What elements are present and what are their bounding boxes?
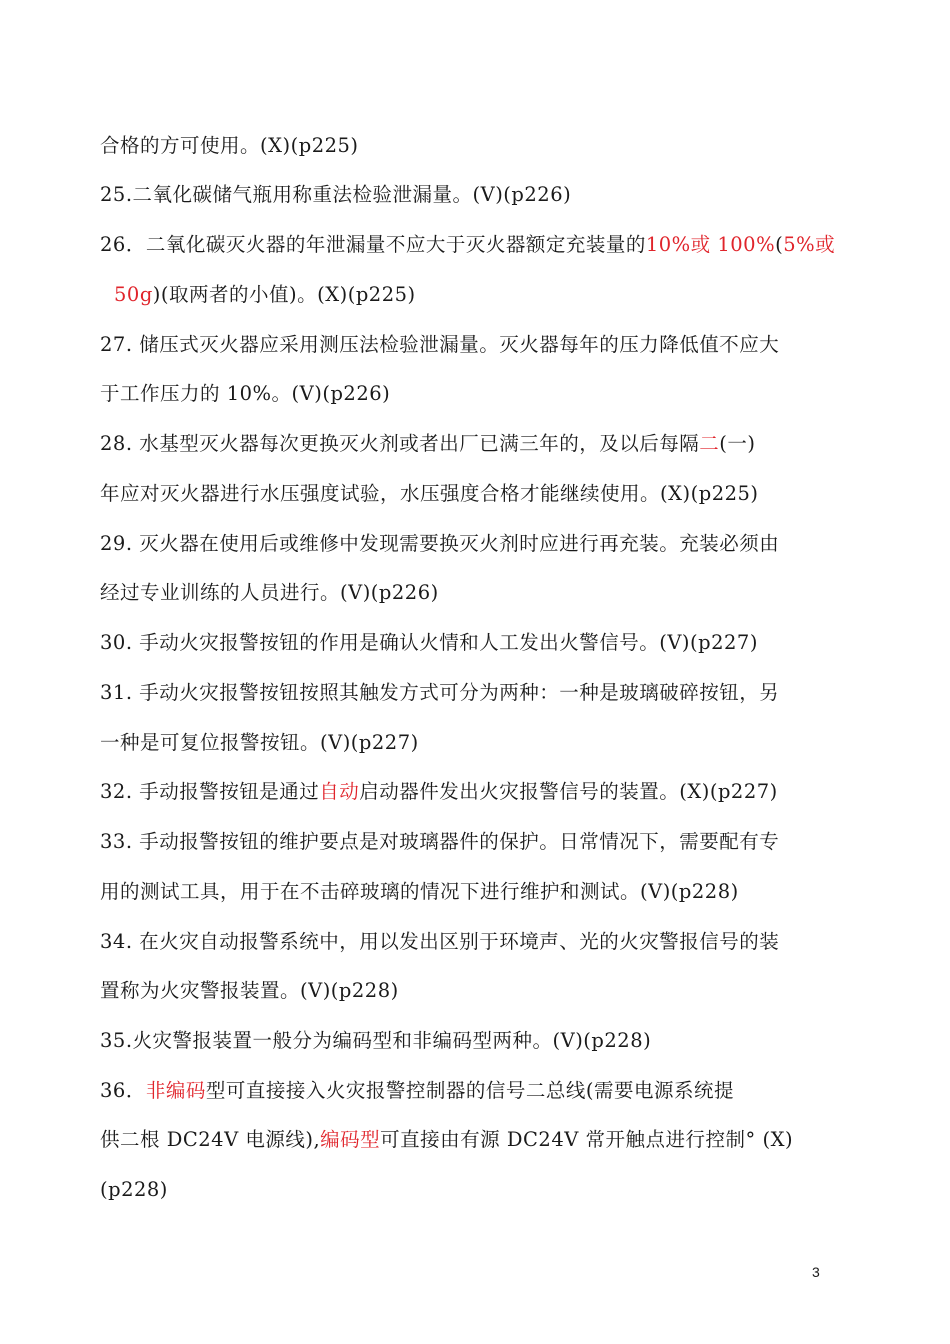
text-line [100, 232, 870, 258]
highlighted-text: 自动 [319, 780, 360, 803]
text-line [100, 531, 870, 557]
text-line [100, 332, 870, 358]
text-line [100, 1028, 870, 1054]
text-segment: 年应对灭火器进行水压强度试验，水压强度合格才能继续使用。(X)(p225) [100, 482, 759, 505]
text-segment: 28. 水基型灭火器每次更换灭火剂或者出厂已满三年的，及以后每隔 [100, 432, 700, 455]
text-line [100, 630, 870, 656]
highlighted-text: 50g [114, 283, 153, 306]
text-line [100, 779, 870, 805]
text-segment: 26．二氧化碳灭火器的年泄漏量不应大于灭火器额定充装量的 [100, 233, 646, 256]
page-number: 3 [812, 1264, 820, 1280]
text-segment: (一) [719, 432, 756, 455]
text-segment: 经过专业训练的人员进行。(V)(p226) [100, 581, 439, 604]
text-segment: 型可直接接入火灾报警控制器的信号二总线(需要电源系统提 [205, 1079, 734, 1102]
highlighted-text: 二 [699, 432, 720, 455]
text-segment: 一种是可复位报警按钮。(V)(p227) [100, 731, 419, 754]
text-line [100, 381, 870, 407]
highlighted-text: 10%或 100% [645, 233, 776, 256]
text-line [100, 829, 870, 855]
text-line [100, 1078, 870, 1104]
text-segment: 25.二氧化碳储气瓶用称重法检验泄漏量。(V)(p226) [100, 183, 572, 206]
text-segment: 29. 灭火器在使用后或维修中发现需要换灭火剂时应进行再充装。充装必须由 [100, 532, 780, 555]
text-line [114, 282, 870, 308]
text-segment: 合格的方可使用。(X)(p225) [100, 134, 359, 157]
text-segment: 33. 手动报警按钮的维护要点是对玻璃器件的保护。日常情况下，需要配有专 [100, 830, 780, 853]
text-segment: 置称为火灾警报装置。(V)(p228) [100, 979, 399, 1002]
text-segment: 30. 手动火灾报警按钮的作用是确认火情和人工发出火警信号。(V)(p227) [100, 631, 758, 654]
text-segment: 27. 储压式灭火器应采用测压法检验泄漏量。灭火器每年的压力降低值不应大 [100, 333, 780, 356]
highlighted-text: 编码型 [320, 1128, 381, 1151]
text-line [100, 730, 870, 756]
text-line [100, 431, 870, 457]
text-line [100, 680, 870, 706]
text-segment: 31. 手动火灾报警按钮按照其触发方式可分为两种：一种是玻璃破碎按钮，另 [100, 681, 780, 704]
text-segment: 启动器件发出火灾报警信号的装置。(X)(p227) [359, 780, 778, 803]
text-line [100, 182, 870, 208]
highlighted-text: 5%或 [783, 233, 836, 256]
text-line [100, 133, 870, 159]
text-segment: )(取两者的小值)。(X)(p225) [152, 283, 416, 306]
text-line [100, 879, 870, 905]
text-segment: 用的测试工具，用于在不击碎玻璃的情况下进行维护和测试。(V)(p228) [100, 880, 739, 903]
text-line [100, 481, 870, 507]
text-segment: 可直接由有源 DC24V 常开触点进行控制° (X) [380, 1128, 794, 1151]
highlighted-text: 非编码 [145, 1079, 206, 1102]
text-segment: 34. 在火灾自动报警系统中，用以发出区别于环境声、光的火灾警报信号的装 [100, 930, 780, 953]
text-segment: 36． [100, 1079, 146, 1102]
text-segment: ( [775, 233, 784, 256]
text-segment: 供二根 DC24V 电源线), [100, 1128, 321, 1151]
text-line [100, 580, 870, 606]
text-line [100, 1177, 870, 1203]
text-segment: 35.火灾警报装置一般分为编码型和非编码型两种。(V)(p228) [100, 1029, 652, 1052]
text-segment: 于工作压力的 10%。(V)(p226) [100, 382, 391, 405]
text-line [100, 1127, 870, 1153]
text-line [100, 978, 870, 1004]
text-line [100, 929, 870, 955]
text-segment: 32. 手动报警按钮是通过 [100, 780, 320, 803]
text-segment: (p228) [100, 1178, 168, 1201]
